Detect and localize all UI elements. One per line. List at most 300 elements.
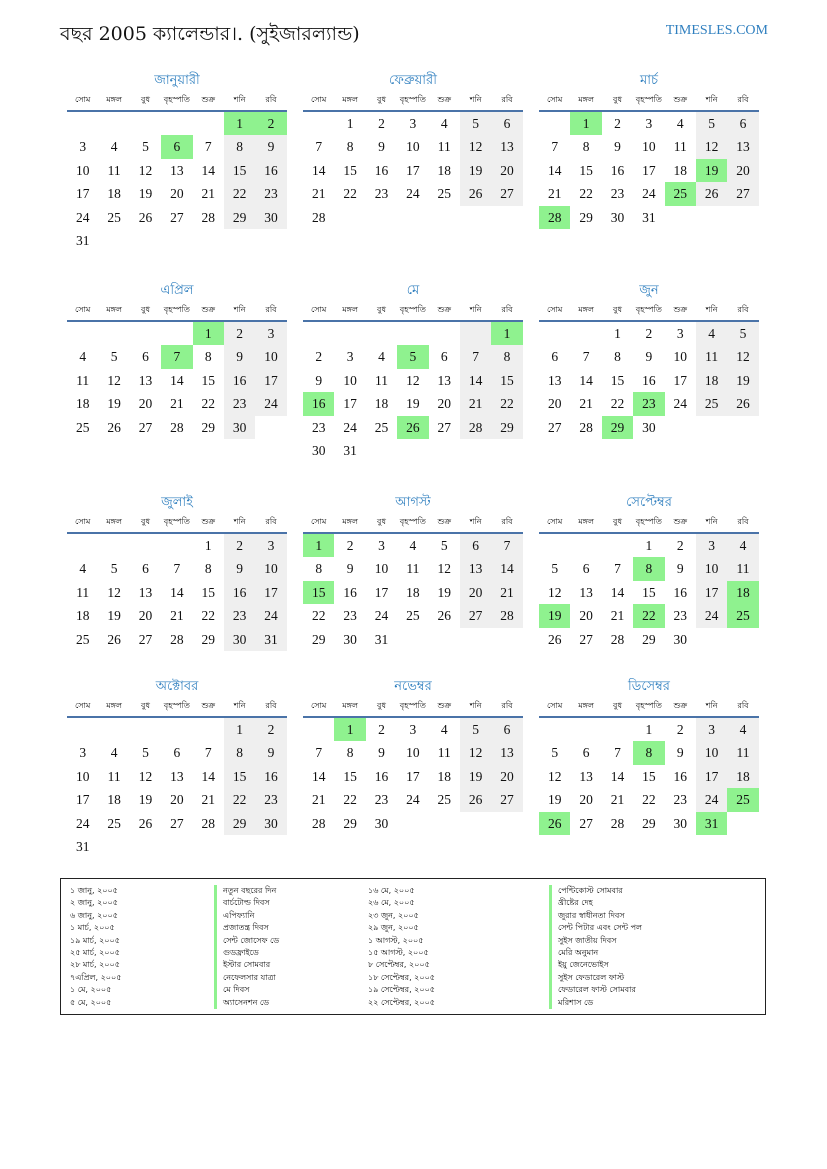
holiday-day: 1 xyxy=(193,322,224,345)
holiday-day: 6 xyxy=(161,135,192,158)
day-cell: 15 xyxy=(642,584,656,600)
day-cell: 12 xyxy=(696,135,727,158)
day-cell: 11 xyxy=(76,584,90,600)
weekday-label: রবি xyxy=(501,701,513,710)
day-cell: 7 xyxy=(582,349,590,365)
day-cell: 18 xyxy=(374,396,389,412)
legend-entry: ২৯ জুন, ২০০৫ xyxy=(368,923,419,933)
day-cell: 8 xyxy=(204,561,212,577)
day-cell: 17 xyxy=(255,369,286,392)
empty-cell xyxy=(98,835,129,858)
day-cell: 10 xyxy=(75,162,90,178)
weekday-label: মঙ্গল xyxy=(342,517,358,526)
day-cell: 29 xyxy=(224,206,255,229)
weekday-label: সোম xyxy=(547,701,563,710)
day-cell: 17 xyxy=(696,581,727,604)
day-cell: 29 xyxy=(201,419,215,435)
day-cell: 10 xyxy=(406,139,420,155)
holiday-day: 15 xyxy=(303,581,334,604)
day-cell: 19 xyxy=(138,186,153,202)
day-cell: 24 xyxy=(255,604,286,627)
legend-entry: সেন্ট পিটার এবং সেন্ট পল xyxy=(558,923,642,933)
day-cell: 11 xyxy=(437,139,451,155)
day-cell: 22 xyxy=(579,186,593,202)
weekday-label: সোম xyxy=(311,701,327,710)
day-cell: 4 xyxy=(110,139,118,155)
day-cell: 17 xyxy=(255,581,286,604)
day-cell: 29 xyxy=(491,416,522,439)
weekday-label: মঙ্গল xyxy=(342,95,358,104)
empty-cell xyxy=(193,229,224,252)
day-cell: 19 xyxy=(547,792,562,808)
weekday-header xyxy=(303,514,523,534)
day-cell: 18 xyxy=(673,162,687,178)
month-name: জুন xyxy=(639,283,659,298)
empty-cell xyxy=(193,718,224,741)
empty-cell xyxy=(161,229,192,252)
day-cell: 20 xyxy=(579,608,593,624)
empty-cell xyxy=(193,835,224,858)
legend-entry: ইয়ু জেনেভোইস xyxy=(558,960,609,970)
day-cell: 25 xyxy=(406,608,420,624)
weekday-label: বৃহস্পতি xyxy=(399,305,426,314)
weekday-label: শনি xyxy=(233,517,246,526)
empty-cell xyxy=(539,534,570,557)
legend-entry: ১ মার্চ, ২০০৫ xyxy=(70,923,115,933)
day-cell: 17 xyxy=(374,584,389,600)
day-cell: 4 xyxy=(409,538,417,553)
day-cell: 10 xyxy=(406,745,420,761)
holiday-day: 7 xyxy=(161,345,192,368)
day-cell: 22 xyxy=(311,608,326,624)
legend-names-col-1 xyxy=(223,885,279,1009)
day-cell: 20 xyxy=(460,581,491,604)
empty-cell xyxy=(696,628,727,651)
day-cell: 14 xyxy=(311,768,326,784)
day-cell: 18 xyxy=(727,765,758,788)
weekday-header xyxy=(303,92,523,112)
day-cell: 3 xyxy=(409,722,417,737)
legend-entry: ২২ সেপ্টেম্বর, ২০০৫ xyxy=(368,997,435,1007)
weekday-label: শুক্র xyxy=(437,95,452,104)
day-cell: 13 xyxy=(727,135,758,158)
empty-cell xyxy=(539,718,570,741)
weekday-label: বুধ xyxy=(613,95,622,104)
month-11 xyxy=(303,676,523,835)
day-cell: 22 xyxy=(491,392,522,415)
legend-entry: ১৫ আগস্ট, ২০০৫ xyxy=(368,948,429,958)
day-cell: 2 xyxy=(645,326,653,341)
month-4 xyxy=(67,280,287,439)
day-cell: 13 xyxy=(138,584,153,600)
day-cell: 19 xyxy=(460,765,491,788)
day-cell: 13 xyxy=(437,372,451,388)
day-cell: 14 xyxy=(610,768,625,784)
day-cell: 29 xyxy=(642,815,656,831)
day-cell: 8 xyxy=(204,349,212,365)
day-grid xyxy=(303,322,523,462)
day-cell: 7 xyxy=(173,561,181,577)
day-cell: 19 xyxy=(460,159,491,182)
empty-cell xyxy=(130,322,161,345)
day-cell: 7 xyxy=(204,139,212,155)
day-cell: 18 xyxy=(75,608,90,624)
month-name: মে xyxy=(406,283,420,298)
day-cell: 24 xyxy=(406,792,420,808)
legend-entry: বার্চটোল্ড দিবস xyxy=(223,898,270,908)
legend-entry: ১৯ সেপ্টেম্বর, ২০০৫ xyxy=(368,985,435,995)
day-cell: 28 xyxy=(610,631,625,647)
day-cell: 1 xyxy=(224,718,255,741)
empty-cell xyxy=(67,718,98,741)
day-cell: 8 xyxy=(614,349,621,365)
weekday-header xyxy=(539,92,759,112)
empty-cell xyxy=(602,534,633,557)
day-cell: 6 xyxy=(491,112,522,135)
day-cell: 6 xyxy=(173,745,181,761)
day-cell: 27 xyxy=(579,631,593,647)
day-cell: 20 xyxy=(170,792,184,808)
weekday-label: শনি xyxy=(705,701,718,710)
empty-cell xyxy=(491,439,522,462)
day-cell: 25 xyxy=(107,209,121,225)
empty-cell xyxy=(98,534,129,557)
day-cell: 5 xyxy=(440,538,448,553)
day-cell: 19 xyxy=(727,369,758,392)
day-cell: 27 xyxy=(491,788,522,811)
day-cell: 16 xyxy=(255,159,286,182)
month-name: এপ্রিল xyxy=(160,283,194,298)
empty-cell xyxy=(255,835,286,858)
weekday-header xyxy=(303,302,523,322)
day-cell: 12 xyxy=(727,345,758,368)
day-cell: 8 xyxy=(315,561,323,577)
day-cell: 30 xyxy=(224,628,255,651)
day-cell: 4 xyxy=(110,745,118,761)
day-cell: 29 xyxy=(224,812,255,835)
empty-cell xyxy=(727,206,758,229)
weekday-label: বুধ xyxy=(613,701,622,710)
day-cell: 21 xyxy=(201,792,215,808)
day-cell: 10 xyxy=(642,139,656,155)
day-cell: 16 xyxy=(374,162,389,178)
day-cell: 17 xyxy=(696,765,727,788)
day-cell: 30 xyxy=(673,631,687,647)
day-cell: 10 xyxy=(696,557,727,580)
day-cell: 26 xyxy=(138,815,153,831)
day-cell: 10 xyxy=(343,372,357,388)
empty-cell xyxy=(303,718,334,741)
day-cell: 6 xyxy=(727,112,758,135)
day-cell: 2 xyxy=(676,722,684,737)
empty-cell xyxy=(366,439,397,462)
day-cell: 28 xyxy=(201,209,215,225)
day-cell: 14 xyxy=(170,372,184,388)
day-cell: 30 xyxy=(374,815,389,831)
day-cell: 6 xyxy=(142,349,149,365)
day-cell: 28 xyxy=(491,604,522,627)
day-cell: 18 xyxy=(107,186,121,202)
day-cell: 25 xyxy=(374,419,389,435)
day-cell: 3 xyxy=(378,538,385,553)
site-link[interactable]: TIMESLES.COM xyxy=(665,23,768,38)
weekday-label: শুক্র xyxy=(437,701,452,710)
weekday-label: শুক্র xyxy=(437,517,452,526)
empty-cell xyxy=(98,112,129,135)
month-name: নভেম্বর xyxy=(394,679,432,694)
day-cell: 12 xyxy=(107,372,121,388)
day-cell: 20 xyxy=(491,159,522,182)
month-name: ফেব্রুয়ারী xyxy=(389,73,437,88)
day-cell: 3 xyxy=(696,534,727,557)
day-cell: 24 xyxy=(343,419,357,435)
day-cell: 13 xyxy=(579,584,593,600)
legend-entry: নতুন বছরের দিন xyxy=(223,886,277,895)
empty-cell xyxy=(130,835,161,858)
empty-cell xyxy=(429,628,460,651)
day-cell: 18 xyxy=(437,768,451,784)
day-cell: 26 xyxy=(138,209,153,225)
day-cell: 21 xyxy=(610,608,625,624)
day-cell: 9 xyxy=(346,561,354,577)
empty-cell xyxy=(570,534,601,557)
weekday-label: মঙ্গল xyxy=(578,305,594,314)
holiday-legend xyxy=(60,878,766,1015)
day-cell: 16 xyxy=(610,162,625,178)
day-cell: 27 xyxy=(170,815,184,831)
weekday-label: সোম xyxy=(75,701,91,710)
legend-entry: খ্রীষ্টের দেহ xyxy=(558,898,593,908)
day-cell: 8 xyxy=(582,139,590,155)
month-name: অক্টোবর xyxy=(155,679,199,694)
legend-entry: ২৬ মে, ২০০৫ xyxy=(368,898,415,908)
day-cell: 17 xyxy=(75,792,90,808)
day-cell: 20 xyxy=(170,186,184,202)
day-cell: 25 xyxy=(75,631,90,647)
day-cell: 3 xyxy=(346,349,354,365)
day-cell: 19 xyxy=(107,608,121,624)
day-cell: 2 xyxy=(315,349,323,365)
day-cell: 22 xyxy=(201,396,215,412)
weekday-label: বুধ xyxy=(613,305,622,314)
legend-entry: ৮ সেপ্টেম্বর, ২০০৫ xyxy=(368,960,430,970)
legend-entry: ৭এপ্রিল, ২০০৫ xyxy=(70,972,122,982)
legend-entry: পেন্টিকোস্ট সোমবার xyxy=(558,886,623,895)
day-cell: 8 xyxy=(224,135,255,158)
day-cell: 1 xyxy=(645,722,653,737)
empty-cell xyxy=(491,628,522,651)
weekday-label: শুক্র xyxy=(201,517,216,526)
day-grid xyxy=(67,534,287,651)
day-cell: 9 xyxy=(255,135,286,158)
empty-cell xyxy=(255,416,286,439)
day-cell: 23 xyxy=(255,788,286,811)
day-cell: 6 xyxy=(582,745,590,761)
day-cell: 4 xyxy=(378,349,385,365)
day-cell: 30 xyxy=(311,442,326,458)
empty-cell xyxy=(130,534,161,557)
legend-entry: ১৮ সেপ্টেম্বর, ২০০৫ xyxy=(368,972,435,982)
day-cell: 15 xyxy=(642,768,656,784)
holiday-day: 26 xyxy=(539,812,570,835)
day-cell: 23 xyxy=(255,182,286,205)
empty-cell xyxy=(570,322,601,345)
day-cell: 2 xyxy=(614,116,621,131)
day-cell: 29 xyxy=(642,631,656,647)
day-cell: 20 xyxy=(547,396,562,412)
day-cell: 30 xyxy=(642,419,656,435)
weekday-label: বুধ xyxy=(141,305,150,314)
day-cell: 9 xyxy=(645,349,653,365)
weekday-label: শনি xyxy=(233,701,246,710)
weekday-label: মঙ্গল xyxy=(342,701,358,710)
day-cell: 25 xyxy=(437,792,451,808)
day-cell: 6 xyxy=(142,561,149,577)
day-cell: 24 xyxy=(374,608,389,624)
legend-marker-2 xyxy=(549,885,552,1009)
day-cell: 17 xyxy=(406,768,420,784)
legend-entry: নেফেলসার যাত্রা xyxy=(223,972,276,982)
legend-entry: মরিশাস ডে xyxy=(558,997,594,1007)
day-cell: 30 xyxy=(255,812,286,835)
empty-cell xyxy=(366,206,397,229)
day-cell: 31 xyxy=(642,209,656,225)
legend-entry: ১ মে, ২০০৫ xyxy=(70,985,112,995)
weekday-label: রবি xyxy=(501,305,513,314)
weekday-label: শনি xyxy=(233,95,246,104)
day-cell: 30 xyxy=(610,209,625,225)
weekday-label: বুধ xyxy=(377,517,386,526)
holiday-day: 25 xyxy=(665,182,696,205)
empty-cell xyxy=(303,112,334,135)
day-cell: 27 xyxy=(437,419,451,435)
day-cell: 15 xyxy=(343,162,357,178)
month-name: ডিসেম্বর xyxy=(628,679,670,694)
empty-cell xyxy=(98,229,129,252)
day-cell: 29 xyxy=(343,815,357,831)
day-cell: 20 xyxy=(437,396,451,412)
day-cell: 12 xyxy=(460,741,491,764)
holiday-day: 2 xyxy=(255,112,286,135)
day-cell: 7 xyxy=(460,345,491,368)
day-cell: 16 xyxy=(673,584,687,600)
day-grid xyxy=(67,112,287,252)
day-cell: 7 xyxy=(551,139,559,155)
weekday-label: সোম xyxy=(75,517,91,526)
day-cell: 10 xyxy=(673,349,687,365)
legend-names-col-2 xyxy=(558,885,642,1009)
day-cell: 13 xyxy=(579,768,593,784)
weekday-label: মঙ্গল xyxy=(578,95,594,104)
weekday-label: সোম xyxy=(75,305,91,314)
day-cell: 30 xyxy=(224,416,255,439)
day-cell: 22 xyxy=(343,792,357,808)
empty-cell xyxy=(130,229,161,252)
month-10 xyxy=(67,676,287,858)
day-cell: 13 xyxy=(547,372,562,388)
weekday-label: মঙ্গল xyxy=(106,517,122,526)
day-cell: 23 xyxy=(610,186,625,202)
day-cell: 24 xyxy=(696,788,727,811)
day-cell: 3 xyxy=(676,326,684,341)
day-cell: 15 xyxy=(491,369,522,392)
legend-entry: সেন্ট জোসেফ ডে xyxy=(223,935,280,945)
day-grid xyxy=(539,322,759,439)
day-cell: 5 xyxy=(696,112,727,135)
weekday-label: শুক্র xyxy=(673,701,688,710)
day-cell: 23 xyxy=(343,608,357,624)
holiday-day: 19 xyxy=(539,604,570,627)
day-cell: 6 xyxy=(491,718,522,741)
day-cell: 7 xyxy=(614,561,621,577)
empty-cell xyxy=(130,718,161,741)
day-cell: 15 xyxy=(201,584,215,600)
day-cell: 9 xyxy=(676,745,684,761)
legend-entry: ১ জানু, ২০০৫ xyxy=(70,886,118,895)
day-cell: 11 xyxy=(76,372,90,388)
day-cell: 29 xyxy=(201,631,215,647)
day-cell: 25 xyxy=(107,815,121,831)
day-grid xyxy=(67,322,287,439)
day-cell: 6 xyxy=(460,534,491,557)
day-cell: 6 xyxy=(440,349,448,365)
legend-entry: ১ আগস্ট, ২০০৫ xyxy=(368,935,424,945)
day-cell: 13 xyxy=(460,557,491,580)
weekday-label: সোম xyxy=(547,305,563,314)
day-cell: 7 xyxy=(315,745,323,761)
empty-cell xyxy=(224,835,255,858)
empty-cell xyxy=(429,322,460,345)
day-cell: 10 xyxy=(696,741,727,764)
weekday-label: বৃহস্পতি xyxy=(399,95,426,104)
day-cell: 23 xyxy=(374,792,389,808)
day-cell: 5 xyxy=(551,561,559,577)
day-cell: 19 xyxy=(107,396,121,412)
weekday-label: শুক্র xyxy=(201,95,216,104)
day-cell: 8 xyxy=(346,745,354,761)
legend-entry: ১৯ মার্চ, ২০০৫ xyxy=(70,935,120,945)
day-cell: 26 xyxy=(460,788,491,811)
weekday-label: বুধ xyxy=(141,95,150,104)
day-cell: 14 xyxy=(579,372,593,388)
day-cell: 2 xyxy=(255,718,286,741)
day-cell: 2 xyxy=(346,538,354,553)
day-cell: 15 xyxy=(224,159,255,182)
day-cell: 27 xyxy=(170,209,184,225)
weekday-label: বুধ xyxy=(377,701,386,710)
legend-entry: অ্যাসেনশন ডে xyxy=(223,997,270,1007)
weekday-label: রবি xyxy=(501,95,513,104)
day-cell: 11 xyxy=(374,372,388,388)
day-grid xyxy=(303,718,523,835)
day-cell: 14 xyxy=(460,369,491,392)
day-cell: 27 xyxy=(727,182,758,205)
day-cell: 24 xyxy=(75,209,90,225)
day-cell: 22 xyxy=(343,186,357,202)
day-cell: 7 xyxy=(204,745,212,761)
day-cell: 21 xyxy=(610,792,625,808)
day-cell: 21 xyxy=(311,186,326,202)
day-cell: 16 xyxy=(255,765,286,788)
empty-cell xyxy=(727,416,758,439)
day-cell: 11 xyxy=(727,741,758,764)
empty-cell xyxy=(460,439,491,462)
day-cell: 8 xyxy=(224,741,255,764)
weekday-label: শুক্র xyxy=(673,305,688,314)
legend-entry: প্রজাতন্ত্র দিবস xyxy=(223,923,269,933)
day-cell: 26 xyxy=(107,631,121,647)
day-cell: 18 xyxy=(437,162,451,178)
